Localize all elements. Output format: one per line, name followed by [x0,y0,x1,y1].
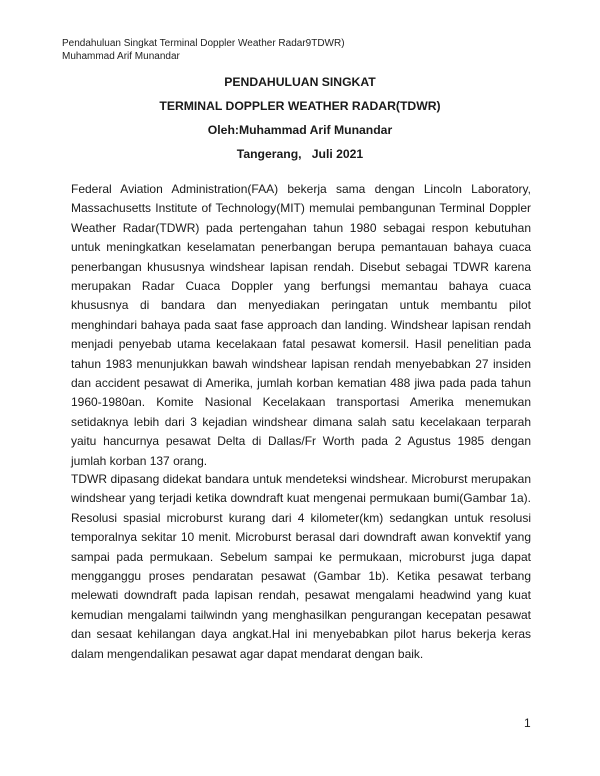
document-place-date: Tangerang, Juli 2021 [236,147,364,161]
body-paragraph-1: Federal Aviation Administration(FAA) bekerja sama dengan Lincoln Laboratory, Massachusetts Institute of Technology(MIT) memulai pembangunan Terminal Doppler Weather Radar(TDWR) pada pertengahan tahun 1980 sebagai respon kebutuhan untuk meningkatkan keselamatan penerbangan berupa pemantauan bahaya cuaca penerbangan khususnya windshear lapisan rendah. Disebut sebagai TDWR karena merupakan Radar Cuaca Doppler yang berfungsi memantau bahaya cuaca khususnya di bandara dan menyediakan peringatan untuk membantu pilot menghindari bahaya pada saat fase approach dan landing. Windshear lapisan rendah menjadi penyebab utama kecelakaan fatal pesawat komersil. Hasil penelitian pada tahun 1983 menunjukkan bawah windshear lapisan rendah menyebabkan 27 insiden dan accident pesawat di Amerika, jumlah korban kematian 488 jiwa pada pada tahun 1960-1980an. Komite Nasional Kecelakaan transportasi Amerika menemukan setidaknya lebih dari 3 kejadian windshear dimana salah satu kecelakaan terparah yaitu hancurnya pesawat Delta di Dallas/Fr Worth pada 2 Agustus 1985 dengan jumlah korban 137 orang. [71,182,531,468]
running-header [62,37,345,63]
document-author: Oleh:Muhammad Arif Munandar [207,123,393,137]
running-header-author: Muhammad Arif Munandar [62,51,180,62]
body-paragraph-2: TDWR dipasang didekat bandara untuk mendeteksi windshear. Microburst merupakan windshear yang terjadi ketika downdraft kuat mengenai permukaan bumi(Gambar 1a). Resolusi spasial microburst kurang dari 4 kilometer(km) sedangkan untuk resolusi temporalnya sekitar 10 menit. Microburst berasal dari downdraft awan konvektif yang sampai pada permukaan. Sebelum sampai ke permukaan, microburst juga dapat mengganggu proses pendaratan pesawat (Gambar 1b). Ketika pesawat terbang melewati downdraft pada lapisan rendah, pesawat mengalami headwind yang kuat kemudian mengalami tailwindn yang menghasilkan pengurangan kecepatan pesawat dan sesaat kehilangan daya angkat.Hal ini menyebabkan pilot harus bekerja keras dalam mengendalikan pesawat agar dapat mendarat dengan baik. [71,472,531,661]
running-header-title: Pendahuluan Singkat Terminal Doppler Weather Radar9TDWR) [62,38,345,49]
document-title-line1: PENDAHULUAN SINGKAT [224,75,376,89]
document-title-line2: TERMINAL DOPPLER WEATHER RADAR(TDWR) [159,99,441,113]
title-block [0,70,600,166]
page-number: 1 [524,716,531,730]
